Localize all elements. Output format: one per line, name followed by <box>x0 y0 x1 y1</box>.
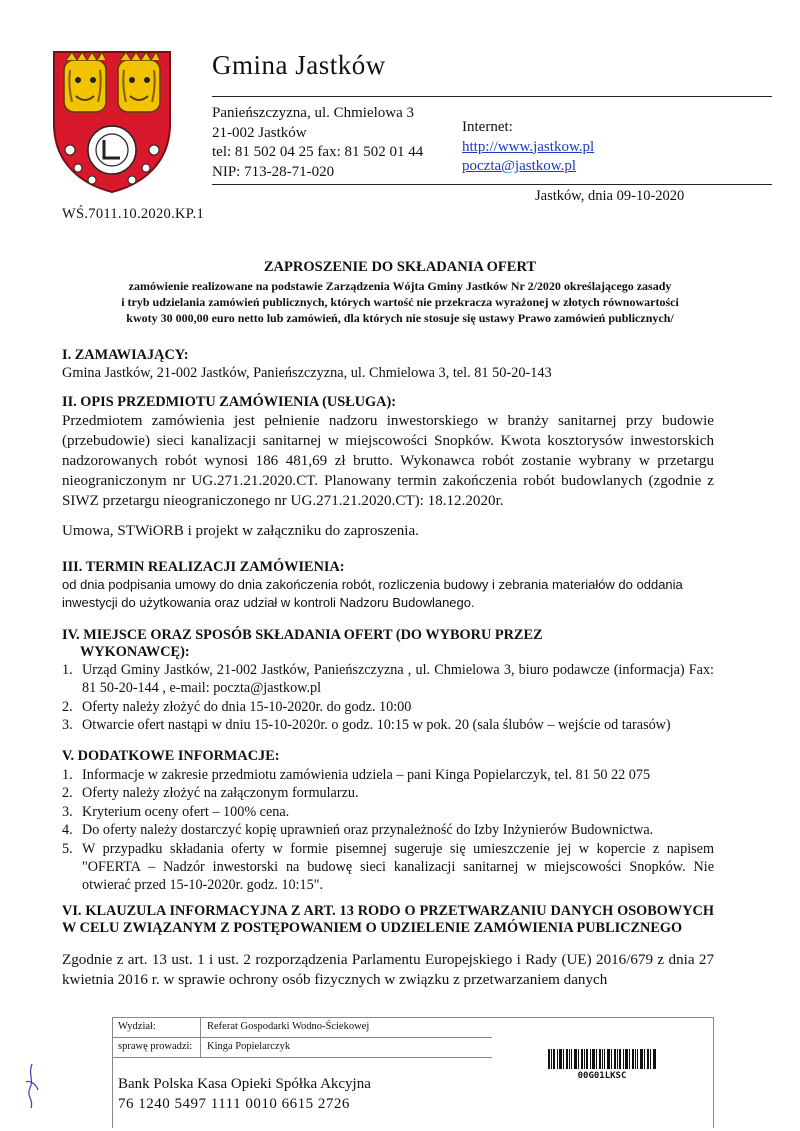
date-line: Jastków, dnia 09-10-2020 <box>535 188 685 204</box>
section-heading: III. TERMIN REALIZACJI ZAMÓWIENIA: <box>62 559 345 575</box>
subtitle-line: i tryb udzielania zamówień publicznych, których wartość nie przekracza wyrażonej w złotych równowartości <box>121 295 679 309</box>
footer-row-handler <box>112 1037 492 1058</box>
list-item <box>62 661 714 698</box>
list-item-text: Oferty należy złożyć na załączonym formularzu. <box>82 785 359 802</box>
list-item-text: Otwarcie ofert nastąpi w dniu 15-10-2020r. o godz. 10:15 w pok. 20 (sala ślubów – wejście od tarasów) <box>82 717 671 734</box>
document-title: ZAPROSZENIE DO SKŁADANIA OFERT <box>263 259 537 275</box>
address-line: 21-002 Jastków <box>212 124 307 141</box>
list-item <box>62 784 714 802</box>
bank-account-number: 76 1240 5497 1111 0010 6615 2726 <box>118 1096 350 1112</box>
section-text: Przedmiotem zamówienia jest pełnienie nadzoru inwestorskiego w branży sanitarnej przy budowie (przebudowie) sieci kanalizacji sanitarnej w miejscowości Snopków. Kwota kosztorysów inwestorskich nadzorowanych robót wynosi 186 481,69 zł brutto. Wykonawca robót zostanie wybrany w przetargu nieograniczonym nr UG.271.21.2020.CT. Planowany termin zakończenia robót budowlanych (zgodnie z SIWZ przetargu nieograniczonego nr UG.271.21.2020.CT): 18.12.2020r. <box>62 413 714 509</box>
website-link[interactable]: http://www.jastkow.pl <box>462 138 595 155</box>
section-text: od dnia podpisania umowy do dnia zakończenia robót, rozliczenia budowy i zebrania materiałów do oddania inwestycji do użytkowania oraz udział w kontroli Nadzoru Budowlanego. <box>62 577 683 610</box>
address-block <box>212 104 423 182</box>
list-number: 2. <box>62 698 73 715</box>
list-number: 3. <box>62 717 73 734</box>
section-heading: I. ZAMAWIAJĄCY: <box>62 347 189 363</box>
list-item <box>62 766 714 784</box>
coat-of-arms-logo <box>48 46 176 196</box>
header-divider <box>212 184 772 185</box>
barcode-icon <box>548 1049 656 1069</box>
list-number: 2. <box>62 785 73 802</box>
case-number: WŚ.7011.10.2020.KP.1 <box>62 206 205 222</box>
department-label: Wydział: <box>118 1021 156 1032</box>
list-item <box>62 716 714 734</box>
submission-list <box>62 661 714 735</box>
list-number: 1. <box>62 767 73 783</box>
list-number: 3. <box>62 803 73 820</box>
header-divider <box>212 96 772 97</box>
address-line: tel: 81 502 04 25 fax: 81 502 01 44 <box>212 144 424 160</box>
list-item-text: Informacje w zakresie przedmiotu zamówienia udziela – pani Kinga Popielarczyk, tel. 81 50 22 075 <box>82 767 651 783</box>
list-item-text: Urząd Gminy Jastków, 21-002 Jastków, Panieńszczyzna , ul. Chmielowa 3, biuro podawcze (informacja) Fax: 81 50-20-144 , e-mail: poczta@jastkow.pl <box>82 662 714 697</box>
internet-label: Internet: <box>462 119 513 135</box>
municipality-name: Gmina Jastków <box>212 50 386 80</box>
address-line: NIP: 713-28-71-020 <box>212 163 335 180</box>
list-number: 5. <box>62 840 73 857</box>
list-number: 1. <box>62 662 73 678</box>
subtitle-line: kwoty 30 000,00 euro netto lub zamówień, dla których nie stosuje się ustawy Prawo zamówień publicznych/ <box>126 311 674 325</box>
section-heading: VI. KLAUZULA INFORMACYJNA Z ART. 13 RODO O PRZETWARZANIU DANYCH OSOBOWYCH W CELU ZWIĄZANYM Z POSTĘPOWANIEM O UDZIELENIE ZAMÓWIENIA PUBLICZNEGO <box>62 903 714 936</box>
section-heading: WYKONAWCĘ): <box>80 644 190 660</box>
address-line: Panieńszczyzna, ul. Chmielowa 3 <box>212 105 415 121</box>
list-number: 4. <box>62 822 73 839</box>
handwritten-mark <box>20 1062 42 1110</box>
department-value: Referat Gospodarki Wodno-Ściekowej <box>207 1021 370 1032</box>
additional-info-list <box>62 766 714 895</box>
section-text: Gmina Jastków, 21-002 Jastków, Panieńszczyzna, ul. Chmielowa 3, tel. 81 50-20-143 <box>62 365 552 381</box>
list-item-text: Oferty należy złożyć do dnia 15-10-2020r. do godz. 10:00 <box>82 698 412 715</box>
list-item <box>62 840 714 895</box>
list-item-text: Do oferty należy dostarczyć kopię uprawnień oraz przynależność do Izby Inżynierów Budownictwa. <box>82 822 654 839</box>
internet-block <box>462 118 594 177</box>
bank-name: Bank Polska Kasa Opieki Spółka Akcyjna <box>118 1076 371 1092</box>
list-item <box>62 821 714 839</box>
footer-row-department <box>112 1017 492 1038</box>
section-text: Zgodnie z art. 13 ust. 1 i ust. 2 rozporządzenia Parlamentu Europejskiego i Rady (UE) 2016/679 z dnia 27 kwietnia 2016 r. w sprawie ochrony osób fizycznych w związku z przetwarzaniem danych <box>62 952 714 988</box>
section-heading: II. OPIS PRZEDMIOTU ZAMÓWIENIA (USŁUGA): <box>62 394 397 410</box>
section-heading: IV. MIEJSCE ORAZ SPOSÓB SKŁADANIA OFERT (DO WYBORU PRZEZ <box>62 627 543 643</box>
section-heading: V. DODATKOWE INFORMACJE: <box>62 748 280 764</box>
email-link[interactable]: poczta@jastkow.pl <box>462 158 577 174</box>
document-subtitle <box>60 278 740 326</box>
list-item <box>62 698 714 716</box>
handler-label: sprawę prowadzi: <box>118 1041 193 1052</box>
handler-value: Kinga Popielarczyk <box>207 1041 291 1052</box>
subtitle-line: zamówienie realizowane na podstawie Zarządzenia Wójta Gminy Jastków Nr 2/2020 określającego zasady <box>128 279 672 293</box>
section-text: Umowa, STWiORB i projekt w załączniku do zaproszenia. <box>62 523 419 539</box>
list-item <box>62 803 714 821</box>
barcode-code: 00G01LKSC <box>577 1071 627 1081</box>
list-item-text: W przypadku składania oferty w formie pisemnej sugeruje się umieszczenie jej w kopercie z napisem "OFERTA – Nadzór inwestorski na budowę sieci kanalizacji sanitarnej w miejscowości Snopków. Nie otwierać przed 15-10-2020r. godz. 10:15". <box>82 840 714 894</box>
list-item-text: Kryterium oceny ofert – 100% cena. <box>82 803 290 820</box>
